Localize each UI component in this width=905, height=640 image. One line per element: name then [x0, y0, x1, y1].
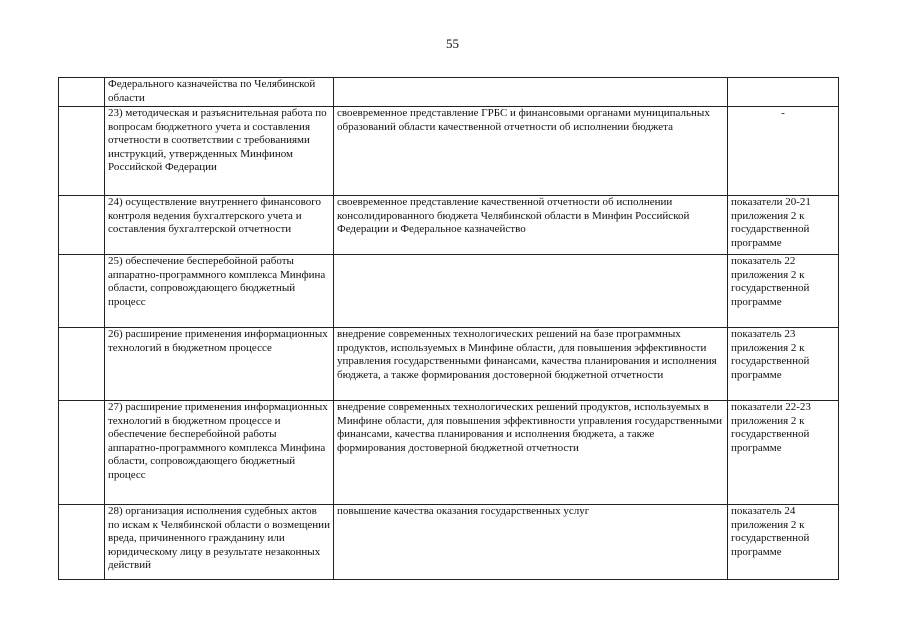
result-cell	[334, 78, 728, 107]
result-cell: внедрение современных технологических решений продуктов, используемых в Минфине области, для повышения эффективности управления государственными финансами, качества планирования и исполнения бюджета, а также формирования достоверной бюджетной отчетности	[334, 401, 728, 505]
row-number-cell	[59, 196, 105, 255]
row-number-cell	[59, 328, 105, 401]
result-cell: своевременное представление ГРБС и финансовыми органами муниципальных образований области качественной отчетности об исполнении бюджета	[334, 107, 728, 196]
event-cell: 26) расширение применения информационных технологий в бюджетном процессе	[105, 328, 334, 401]
row-number-cell	[59, 505, 105, 580]
indicator-cell	[728, 78, 839, 107]
table-row	[59, 401, 839, 505]
indicator-cell: -	[728, 107, 839, 196]
row-number-cell	[59, 107, 105, 196]
table-row	[59, 505, 839, 580]
indicator-cell: показатели 22-23 приложения 2 к государственной программе	[728, 401, 839, 505]
table-row	[59, 78, 839, 107]
result-cell: повышение качества оказания государственных услуг	[334, 505, 728, 580]
event-cell: 25) обеспечение бесперебойной работы аппаратно-программного комплекса Минфина области, сопровождающего бюджетный процесс	[105, 255, 334, 328]
indicator-cell: показатель 23 приложения 2 к государственной программе	[728, 328, 839, 401]
measures-table	[58, 77, 839, 580]
result-cell: внедрение современных технологических решений на базе программных продуктов, используемых в Минфине области, для повышения эффективности управления государственными финансами, качества планирования и исполнения бюджета, а также формирования достоверной бюджетной отчетности	[334, 328, 728, 401]
row-number-cell	[59, 255, 105, 328]
indicator-cell: показатели 20-21 приложения 2 к государственной программе	[728, 196, 839, 255]
row-number-cell	[59, 78, 105, 107]
event-cell: Федерального казначейства по Челябинской области	[105, 78, 334, 107]
event-cell: 24) осуществление внутреннего финансового контроля ведения бухгалтерского учета и составления бухгалтерской отчетности	[105, 196, 334, 255]
page-number: 55	[446, 36, 459, 51]
event-cell: 27) расширение применения информационных технологий в бюджетном процессе и обеспечение бесперебойной работы аппаратно-программного комплекса Минфина области, сопровождающего бюджетный процесс	[105, 401, 334, 505]
table-row	[59, 196, 839, 255]
row-number-cell	[59, 401, 105, 505]
event-cell: 28) организация исполнения судебных актов по искам к Челябинской области о возмещении вреда, причиненного гражданину или юридическому лицу в результате незаконных действий	[105, 505, 334, 580]
table-row	[59, 255, 839, 328]
indicator-cell: показатель 22 приложения 2 к государственной программе	[728, 255, 839, 328]
table-row	[59, 107, 839, 196]
table-row	[59, 328, 839, 401]
result-cell: своевременное представление качественной отчетности об исполнении консолидированного бюджета Челябинской области в Минфин Российской Федерации и Федеральное казначейство	[334, 196, 728, 255]
indicator-cell: показатель 24 приложения 2 к государственной программе	[728, 505, 839, 580]
event-cell: 23) методическая и разъяснительная работа по вопросам бюджетного учета и составления отчетности в соответствии с требованиями инструкций, утвержденных Минфином Российской Федерации	[105, 107, 334, 196]
result-cell	[334, 255, 728, 328]
